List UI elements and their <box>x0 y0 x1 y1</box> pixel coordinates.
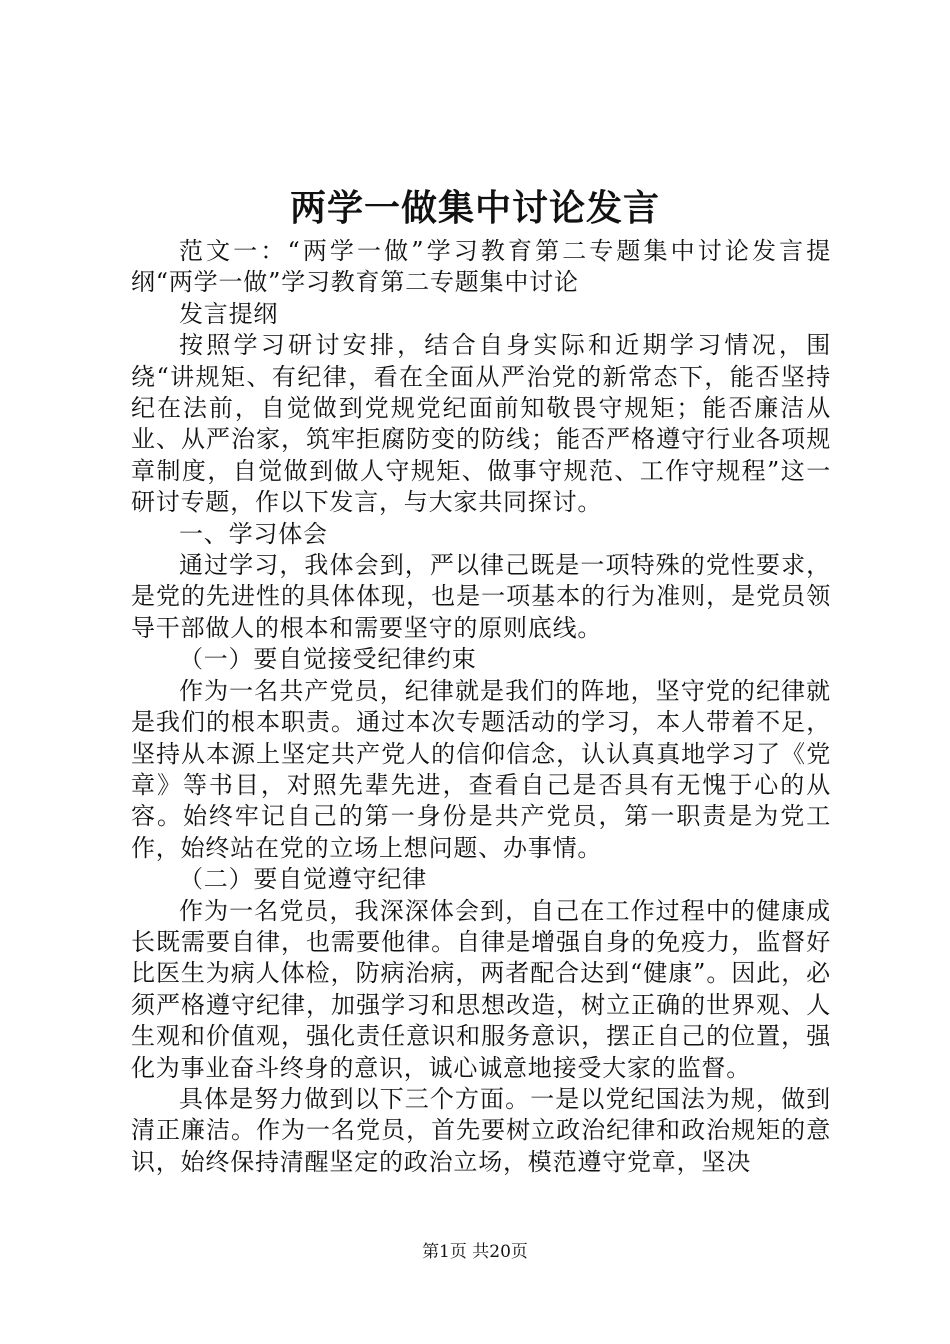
paragraph-discipline-1: 作为一名共产党员，纪律就是我们的阵地，坚守党的纪律就是我们的根本职责。通过本次专题活动的学习，本人带着不足，坚持从本源上坚定共产党人的信仰信念，认认真真地学习了《党章》等书目，对照先辈先进，查看自己是否具有无愧于心的从容。始终牢记自己的第一身份是共产党员，第一职责是为党工作，始终站在党的立场上想问题、办事情。 <box>131 676 831 862</box>
section-heading-learning: 一、学习体会 <box>179 519 328 548</box>
paragraph-arrangement: 按照学习研讨安排，结合自身实际和近期学习情况，围绕“讲规矩、有纪律，看在全面从严治党的新常态下，能否坚持纪在法前，自觉做到党规党纪面前知敬畏守规矩；能否廉洁从业、从严治家，筑牢拒腐防变的防线；能否严格遵守行业各项规章制度，自觉做到做人守规矩、做事守规范、工作守规程”这一研讨专题，作以下发言，与大家共同探讨。 <box>131 331 831 517</box>
paragraph-outline-label: 发言提纲 <box>179 299 279 328</box>
paragraph-learning: 通过学习，我体会到，严以律己既是一项特殊的党性要求，是党的先进性的具体体现，也是一项基本的行为准则，是党员领导干部做人的根本和需要坚守的原则底线。 <box>131 551 831 642</box>
paragraph-three-aspects: 具体是努力做到以下三个方面。一是以党纪国法为规，做到清正廉洁。作为一名党员，首先要树立政治纪律和政治规矩的意识，始终保持清醒坚定的政治立场，模范遵守党章，坚决 <box>131 1084 831 1176</box>
subsection-heading-2: （二）要自觉遵守纪律 <box>179 865 427 894</box>
page-footer <box>0 1240 950 1264</box>
page-number: 第1页 共20页 <box>422 1242 528 1262</box>
paragraph-intro: 范文一：“两学一做”学习教育第二专题集中讨论发言提纲“两学一做”学习教育第二专题集中讨论 <box>131 237 831 297</box>
paragraph-discipline-2: 作为一名党员，我深深体会到，自己在工作过程中的健康成长既需要自律，也需要他律。自律是增强自身的免疫力，监督好比医生为病人体检，防病治病，两者配合达到“健康”。因此，必须严格遵守纪律，加强学习和思想改造，树立正确的世界观、人生观和价值观，强化责任意识和服务意识，摆正自己的位置，强化为事业奋斗终身的意识，诚心诚意地接受大家的监督。 <box>131 896 831 1082</box>
document-title: 两学一做集中讨论发言 <box>289 187 660 229</box>
document-body <box>131 236 831 1178</box>
subsection-heading-1: （一）要自觉接受纪律约束 <box>179 645 477 674</box>
